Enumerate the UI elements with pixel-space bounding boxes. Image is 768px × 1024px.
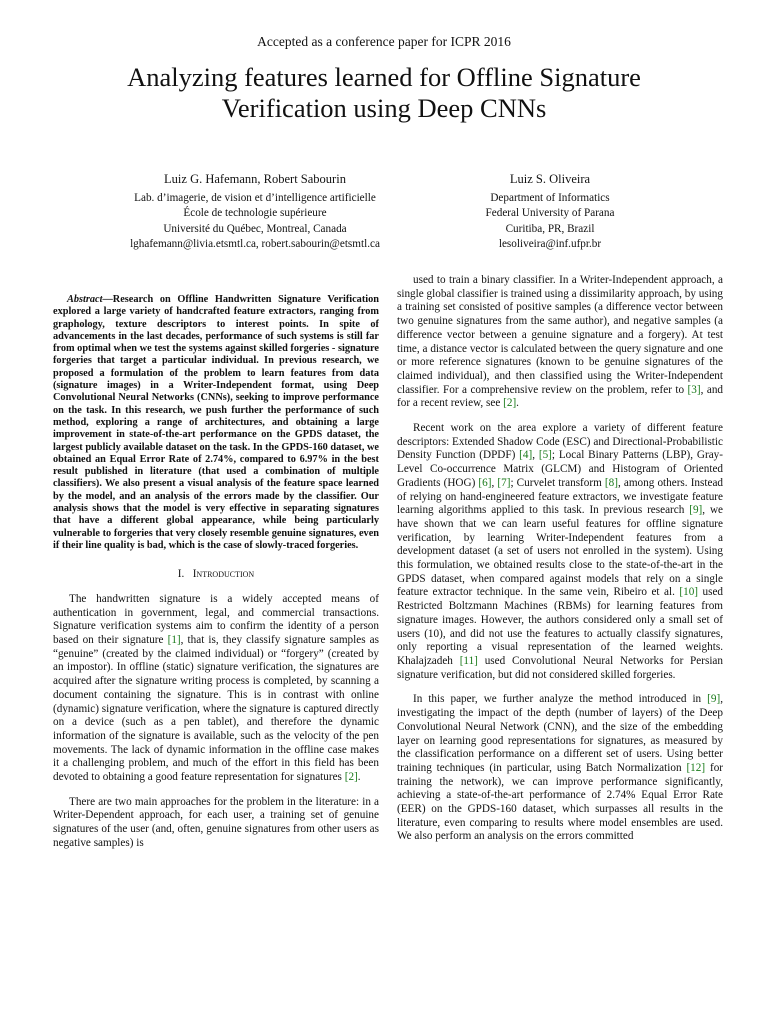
paragraph-text: ; Local Binary Patterns (LBP), Gray-Level Co-occurrence Matrix (GLCM) and Histogram of Oriented Gradients (HOG) (397, 449, 724, 489)
right-body (397, 274, 723, 844)
paragraph-text: There are two main approaches for the problem in the literature: in a Writer-Dependent approach, for each user, a training set of genuine signatures of the user (and, often, genuine signatures from other users as negative samples) is (53, 795, 379, 849)
left-body (53, 593, 379, 851)
body-paragraph (397, 422, 723, 682)
author-affiliation: École de technologie supérieure (183, 207, 327, 220)
paragraph-text: . (357, 771, 361, 784)
title-line-2: Verification using Deep CNNs (221, 93, 547, 123)
body-paragraph (397, 274, 723, 411)
citation-link[interactable]: [2] (503, 397, 517, 410)
author-affiliation: Department of Informatics (490, 191, 610, 204)
abstract-text: —Research on Offline Handwritten Signature Verification explored a large variety of handcrafted feature extractors, ranging from graphology, texture descriptors to interest points. In spite of advancements in the last decades, performance of such systems is still far from optimal when we test the systems against skilled forgeries - signature forgeries that target a particular individual. In previous research, we proposed a formulation of the problem to learn features from data (signature images) in a Writer-Independent format, using Deep Convolutional Neural Networks (CNNs), seeking to improve performance on the task. In this research, we push further the performance of such method, exploring a range of architectures, and obtaining a large improvement in state-of-the-art performance on the GPDS dataset, the largest publicly available dataset on the task. In the GPDS-160 dataset, we obtained an Equal Error Rate of 2.74%, compared to 6.97% in the best result published in literature (that used a combination of multiple classifiers). We also present a visual analysis of the feature space learned by the model, and an analysis of the errors made by the classifier. Our analysis shows that the model is very effective in separating signatures that have a different global appearance, while being particularly vulnerable to forgeries that very closely resemble genuine signatures, even if their line quality is bad, which is the case of slowly-traced forgeries. (53, 294, 379, 551)
paragraph-text: used Convolutional Neural Networks for Persian signature verification, but did not considered skilled forgeries. (397, 654, 723, 681)
citation-link[interactable]: [5] (538, 449, 552, 462)
citation-link[interactable]: [4] (519, 449, 533, 462)
body-paragraph (397, 693, 723, 844)
title-line-1: Analyzing features learned for Offline Signature (127, 62, 641, 92)
section-number: I. (177, 568, 185, 581)
author-affiliation: Curitiba, PR, Brazil (505, 222, 595, 235)
abstract (53, 294, 379, 552)
paragraph-text: , that is, they classify signature samples as “genuine” (created by the claimed individual) or “forgery” (created by an impostor). In offline (static) signature verification, the signatures are acquired after the signature writing process is completed, by scanning a document containing the signature. This is in contrast with online (dynamic) signature verification, where the signature is captured directly on a device (such as a pen tablet), and therefore the dynamic information of the signature is available, such as the velocity of the pen movements. The lack of dynamic information in the offline case makes it a challenging problem, and much of the effort in this field has been devoted to obtaining a good feature representation for signatures (53, 634, 380, 784)
paragraph-text: used to train a binary classifier. In a Writer-Independent approach, a single global classifier is trained using a dissimilarity approach, by using a training set consisted of positive samples (a difference vector between two genuine signatures from the same author), and negative samples (a difference vector between a genuine signature and a forgery). At test time, a distance vector is calculated between the query signature and one or more reference signatures (known to be genuine signatures of the claimed individual), and then classified using the Writer-Independent classifier. For a comprehensive review on the problem, refer to (397, 274, 723, 396)
citation-link[interactable]: [3] (687, 383, 701, 396)
citation-link[interactable]: [6] (478, 476, 492, 489)
body-paragraph (53, 796, 379, 851)
left-column (53, 274, 379, 862)
paragraph-text: . (516, 397, 519, 410)
paragraph-text: , among others. Instead of relying on hand-engineered feature extractors, we investigate feature learning algorithms applied to this task. In previous research (397, 476, 724, 517)
author-name: Luiz S. Oliveira (509, 172, 591, 186)
paragraph-text: , (491, 476, 498, 489)
paragraph-text: , (532, 449, 539, 462)
author-email[interactable]: lghafemann@livia.etsmtl.ca, robert.sabourin@etsmtl.ca (130, 238, 380, 251)
paragraph-text: In this paper, we further analyze the method introduced in (413, 693, 708, 706)
author-affiliation: Lab. d’imagerie, de vision et d’intelligence artificielle (134, 191, 376, 204)
citation-link[interactable]: [11] (459, 654, 478, 667)
author-block-left (70, 172, 440, 253)
author-affiliation: Université du Québec, Montreal, Canada (163, 222, 347, 235)
paragraph-text: for training the network), we can improve performance significantly, achieving a state-of-the-art performance of 2.74% Equal Error Rate (EER) on the GPDS-160 dataset, which surpasses all results in the literature, even comparing to results where model ensembles are used. We also perform an analysis on the errors committed (397, 761, 724, 843)
right-column (397, 274, 723, 855)
author-name: Luiz G. Hafemann, Robert Sabourin (164, 172, 346, 186)
citation-link[interactable]: [2] (344, 771, 358, 784)
conference-notice: Accepted as a conference paper for ICPR 2016 (257, 34, 511, 49)
citation-link[interactable]: [10] (679, 586, 699, 599)
citation-link[interactable]: [12] (686, 761, 706, 774)
paragraph-text: , we have shown that we can learn useful features for offline signature verification, by learning Writer-Independent features from a development dataset (a set of users not enrolled in the system). Using this formulation, we obtained results close to the state-of-the-art in the GPDS dataset, when compared against models that rely on a single feature extractor technique. In the same vein, Ribeiro et al. (397, 504, 723, 599)
citation-link[interactable]: [1] (167, 634, 181, 647)
citation-link[interactable]: [9] (689, 504, 703, 517)
citation-link[interactable]: [7] (497, 476, 511, 489)
section-title: Introduction (192, 568, 255, 581)
citation-link[interactable]: [8] (604, 476, 618, 489)
abstract-label: Abstract (67, 294, 103, 305)
paragraph-text: , investigating the impact of the depth (number of layers) of the Deep Convolutional Neural Network (CNN), and the size of the embedding layer on learning good representations for signatures, as measured by the classification performance on a different set of users. Using better training techniques (in particular, using Batch Normalization (397, 693, 723, 774)
author-email[interactable]: lesoliveira@inf.ufpr.br (498, 238, 602, 251)
paragraph-text: The handwritten signature is a widely accepted means of authentication in government, legal, and commercial transactions. Signature verification systems aim to confirm the identity of a person based on their signature (53, 592, 379, 647)
paragraph-text: ; Curvelet transform (510, 476, 605, 489)
section-heading (53, 568, 379, 582)
paragraph-text: Recent work on the area explore a variety of different feature descriptors: Extended Shadow Code (ESC) and Directional-Probabilistic Density Function (DPDF) (397, 422, 723, 462)
author-block-right (430, 172, 670, 253)
citation-link[interactable]: [9] (707, 693, 721, 706)
paper-title (40, 62, 728, 124)
paragraph-text: used Restricted Boltzmann Machines (RBMs) for learning features from signature images. However, the authors considered only a small set of users (10), and did not use the features to actually classify signatures, only reporting a visual representation of the learned weights. Khalajzadeh (397, 586, 723, 667)
body-paragraph (53, 593, 379, 785)
author-affiliation: Federal University of Parana (485, 207, 615, 220)
paragraph-text: , and for a recent review, see (397, 383, 724, 410)
